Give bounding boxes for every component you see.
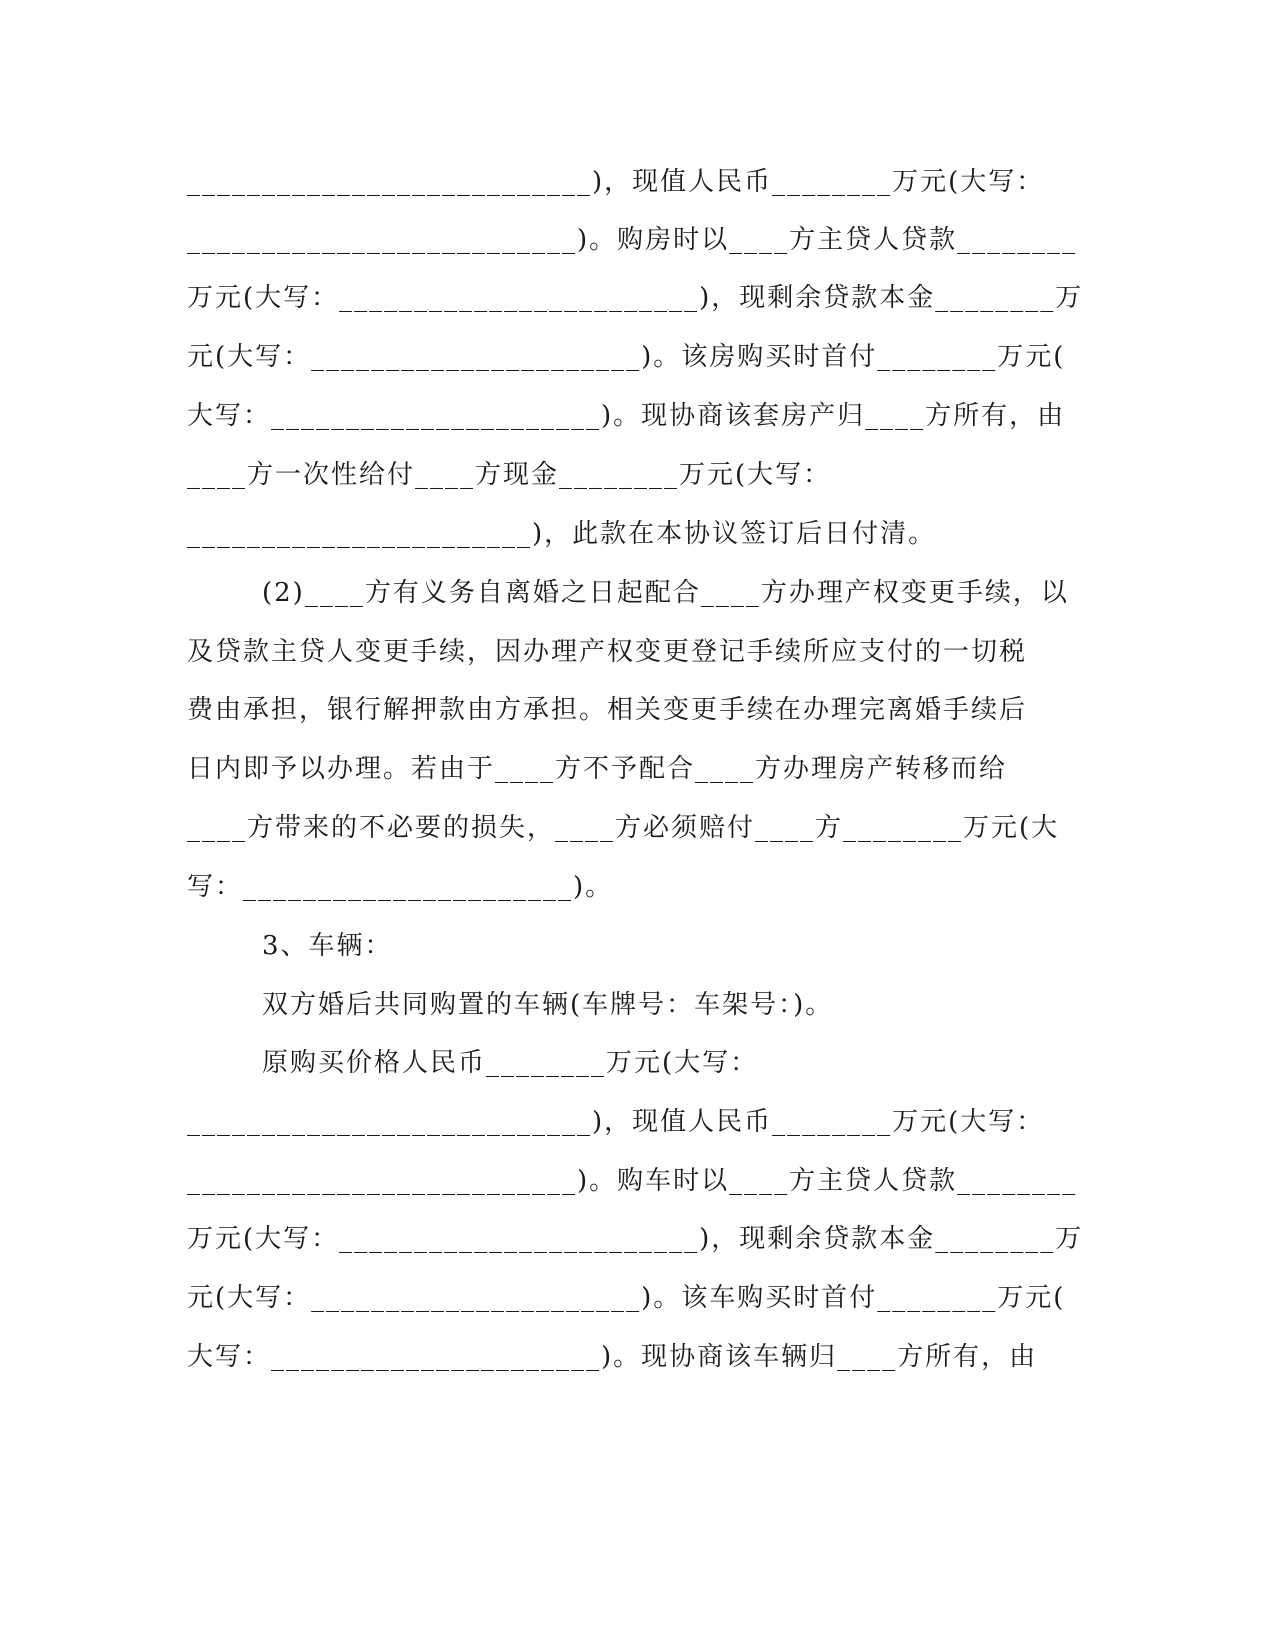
paragraph-line: ___________________________)，现值人民币________万元(大写：: [187, 1107, 1045, 1137]
paragraph-line: ____方一次性给付____方现金________万元(大写：: [187, 460, 832, 490]
paragraph-line: ____方带来的不必要的损失，____方必须赔付____方________万元(大: [187, 813, 1060, 843]
paragraph-line: __________________________)。购车时以____方主贷人贷款________: [187, 1166, 1078, 1196]
paragraph-line: 日内即予以办理。若由于____方不予配合____方办理房产转移而给: [187, 754, 1008, 784]
paragraph-line: 写：______________________)。: [187, 872, 614, 902]
paragraph-line: ___________________________)，现值人民币________万元(大写：: [187, 167, 1045, 197]
paragraph-line: 大写：______________________)。现协商该套房产归____方所有，由: [187, 401, 1066, 431]
paragraph-line: 双方婚后共同购置的车辆(车牌号：车架号：)。: [262, 990, 834, 1020]
paragraph-line: 元(大写：______________________)。该房购买时首付________万元(: [187, 342, 1066, 372]
paragraph-line: (2)____方有义务自离婚之日起配合____方办理产权变更手续，以: [262, 578, 1069, 608]
paragraph-line: 大写：______________________)。现协商该车辆归____方所有，由: [187, 1342, 1038, 1372]
paragraph-line: __________________________)。购房时以____方主贷人贷款________: [187, 225, 1078, 255]
paragraph-line: _______________________)，此款在本协议签订后日付清。: [187, 519, 937, 549]
paragraph-line: 元(大写：______________________)。该车购买时首付________万元(: [187, 1283, 1066, 1313]
paragraph-line: 及贷款主贷人变更手续，因办理产权变更登记手续所应支付的一切税: [187, 637, 1028, 667]
paragraph-line: 费由承担，银行解押款由方承担。相关变更手续在办理完离婚手续后: [187, 695, 1028, 725]
paragraph-line: 万元(大写：________________________)，现剩余贷款本金________万: [187, 1224, 1084, 1254]
paragraph-line: 原购买价格人民币________万元(大写：: [262, 1048, 759, 1078]
section-heading: 3、车辆：: [262, 931, 393, 961]
paragraph-line: 万元(大写：________________________)，现剩余贷款本金________万: [187, 283, 1084, 313]
